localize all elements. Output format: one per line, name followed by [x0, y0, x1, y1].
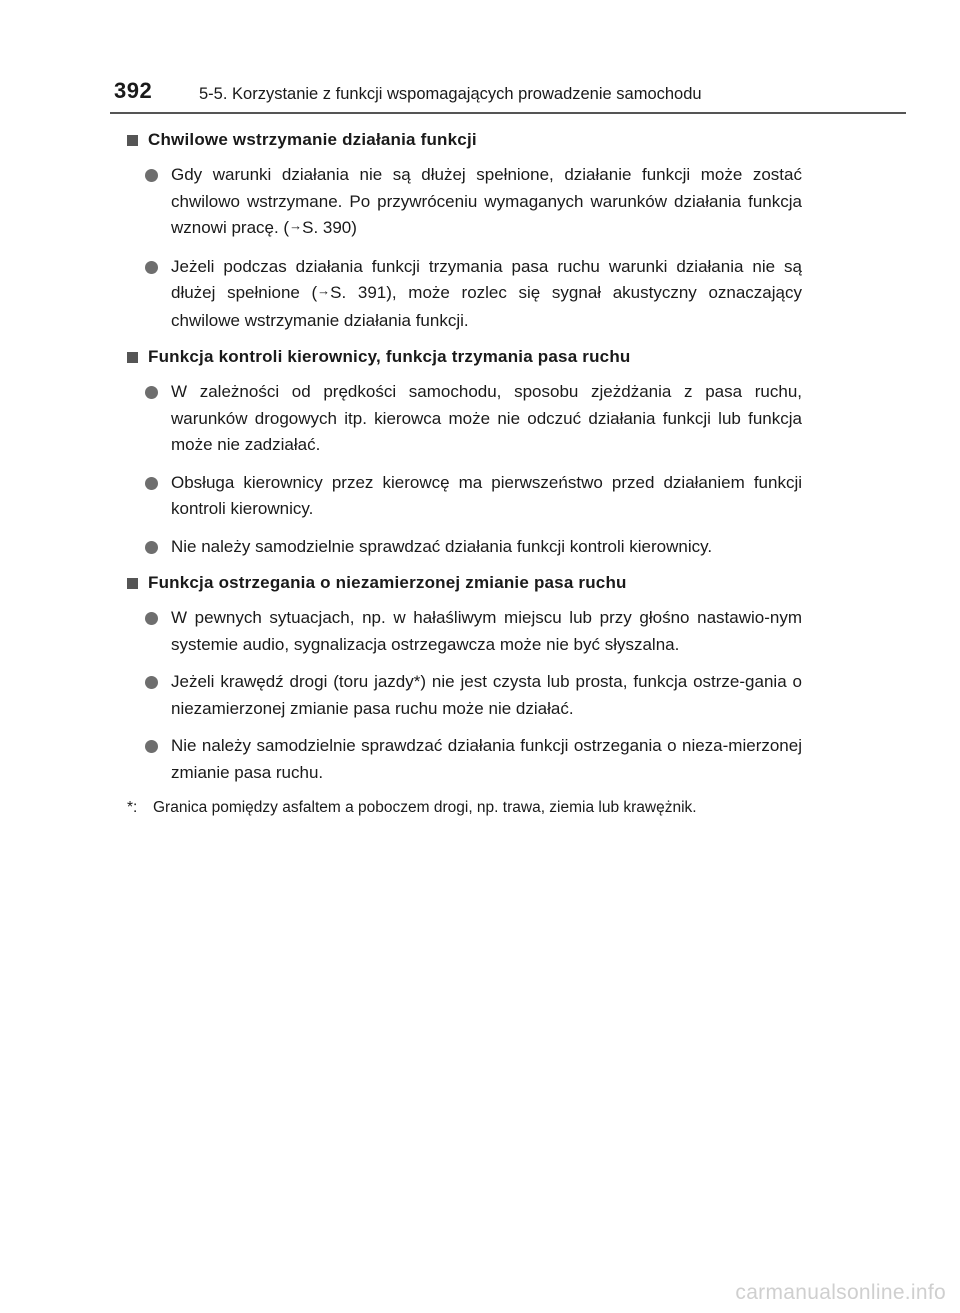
footnote-mark: *: — [127, 799, 138, 816]
item-text: Nie należy samodzielnie sprawdzać działania funkcji kontroli kierownicy. — [171, 536, 713, 556]
page-header — [110, 78, 906, 114]
section-heading — [127, 345, 802, 369]
list-item — [127, 162, 802, 243]
list-item — [127, 470, 802, 523]
circle-bullet-icon — [145, 386, 158, 399]
square-bullet-icon — [127, 135, 138, 146]
list-item — [127, 669, 802, 722]
circle-bullet-icon — [145, 541, 158, 554]
item-text-end: ), może rozlec się sygnał akustyczny oznaczający chwilowe wstrzymanie działania funkcji. — [171, 283, 802, 330]
watermark: carmanualsonline.info — [735, 1281, 946, 1304]
section-heading-text: Funkcja ostrzegania o niezamierzonej zmianie pasa ruchu — [148, 573, 627, 592]
square-bullet-icon — [127, 352, 138, 363]
item-text-end: ) — [351, 218, 357, 237]
item-text: Nie należy samodzielnie sprawdzać działania funkcji ostrzegania o nieza-mierzonej zmianie pasa ruchu. — [171, 736, 802, 782]
page-reference-link[interactable]: S. 390 — [302, 218, 352, 237]
arrow-right-icon: → — [289, 218, 303, 233]
chapter-title: 5-5. Korzystanie z funkcji wspomagających prowadzenie samochodu — [199, 85, 702, 103]
item-text: Obsługa kierownicy przez kierowcę ma pierwszeństwo przed działaniem funkcji kontroli kierownicy. — [171, 472, 802, 518]
arrow-right-icon: → — [317, 283, 331, 298]
item-text: Gdy warunki działania nie są dłużej spełnione, działanie funkcji może zostać chwilowo wstrzymane. Po przywróceniu wymaganych warunków działania funkcja wznowi pracę. ( — [171, 165, 802, 237]
list-item — [127, 534, 802, 561]
section-lane-departure-warning — [127, 571, 802, 786]
list-item — [127, 733, 802, 786]
footnote — [127, 797, 802, 819]
section-heading-text: Chwilowe wstrzymanie działania funkcji — [148, 130, 477, 149]
section-heading — [127, 128, 802, 152]
section-steering-control — [127, 345, 802, 560]
item-text: W pewnych sytuacjach, np. w hałaśliwym miejscu lub przy głośno nastawio-nym systemie audio, sygnalizacja ostrzegawcza może nie być słyszalna. — [171, 608, 802, 654]
circle-bullet-icon — [145, 740, 158, 753]
circle-bullet-icon — [145, 261, 158, 274]
header-rule — [110, 112, 906, 114]
list-item — [127, 379, 802, 459]
circle-bullet-icon — [145, 169, 158, 182]
section-temporary-suspension — [127, 128, 802, 334]
section-heading-text: Funkcja kontroli kierownicy, funkcja trzymania pasa ruchu — [148, 347, 631, 366]
page-reference-link[interactable]: S. 391 — [330, 283, 387, 302]
page-content — [127, 128, 802, 819]
circle-bullet-icon — [145, 477, 158, 490]
section-heading — [127, 571, 802, 595]
item-text: Jeżeli podczas działania funkcji trzymania pasa ruchu warunki działania nie są dłużej spełnione ( — [171, 256, 802, 302]
footnote-text: Granica pomiędzy asfaltem a poboczem drogi, np. trawa, ziemia lub krawężnik. — [153, 799, 697, 816]
square-bullet-icon — [127, 578, 138, 589]
circle-bullet-icon — [145, 612, 158, 625]
circle-bullet-icon — [145, 676, 158, 689]
item-text: Jeżeli krawędź drogi (toru jazdy*) nie jest czysta lub prosta, funkcja ostrze-gania o niezamierzonej zmianie pasa ruchu może nie działać. — [171, 672, 802, 718]
page-number: 392 — [114, 78, 153, 103]
list-item — [127, 605, 802, 658]
list-item — [127, 254, 802, 335]
item-text: W zależności od prędkości samochodu, sposobu zjeżdżania z pasa ruchu, warunków drogowych itp. kierowca może nie odczuć działania funkcji lub funkcja może nie zadziałać. — [171, 382, 802, 454]
